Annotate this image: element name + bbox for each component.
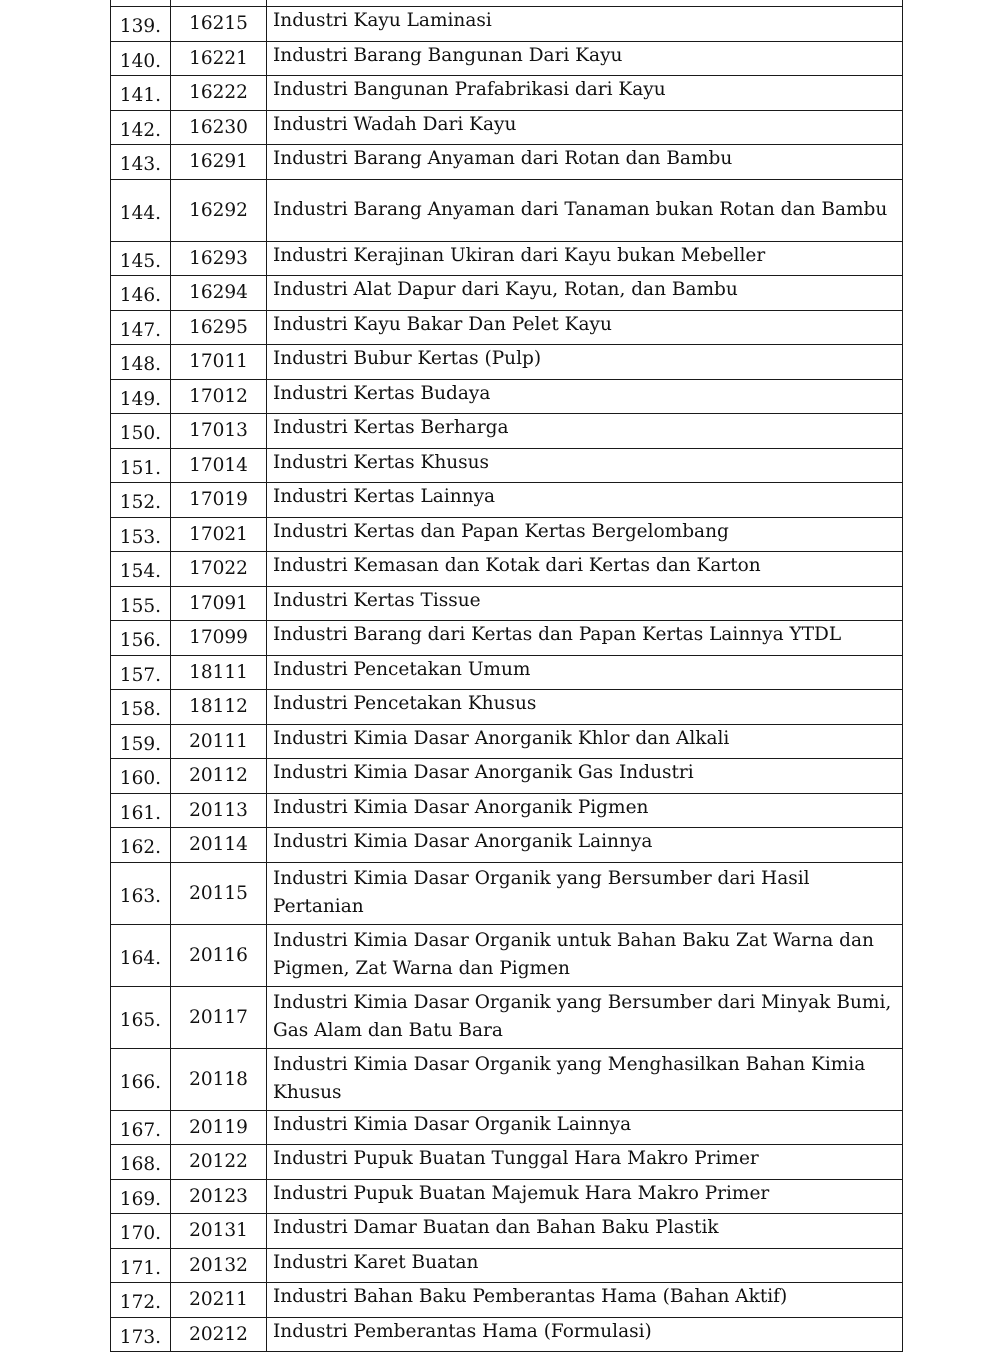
description-cell: Industri Kimia Dasar Organik Lainnya — [267, 1110, 903, 1145]
table-row — [111, 379, 903, 414]
table-row — [111, 276, 903, 311]
table-row — [111, 7, 903, 42]
table-row — [111, 145, 903, 180]
table-row — [111, 759, 903, 794]
row-number-cell: 145. — [111, 241, 171, 276]
row-number-cell: 140. — [111, 41, 171, 76]
table-row — [111, 862, 903, 924]
kbli-code-cell: 20132 — [171, 1248, 267, 1283]
kbli-code-cell: 16215 — [171, 7, 267, 42]
description-cell: Industri Kertas Budaya — [267, 379, 903, 414]
kbli-code-cell: 17014 — [171, 448, 267, 483]
row-number-cell: 147. — [111, 310, 171, 345]
row-number-cell: 144. — [111, 179, 171, 241]
table-row — [111, 1048, 903, 1110]
table-row — [111, 1248, 903, 1283]
row-number-cell: 165. — [111, 986, 171, 1048]
table-row — [111, 448, 903, 483]
kbli-code-cell: 17091 — [171, 586, 267, 621]
row-number-cell: 169. — [111, 1179, 171, 1214]
row-number-cell: 150. — [111, 414, 171, 449]
row-number-cell: 159. — [111, 724, 171, 759]
description-cell: Industri Bubur Kertas (Pulp) — [267, 345, 903, 380]
kbli-code-cell: 16292 — [171, 179, 267, 241]
row-number-cell: 146. — [111, 276, 171, 311]
kbli-code-cell: 20119 — [171, 1110, 267, 1145]
row-number-cell: 163. — [111, 862, 171, 924]
table-row — [111, 924, 903, 986]
table-row — [111, 310, 903, 345]
description-cell: Industri Kimia Dasar Organik yang Menghasilkan Bahan Kimia Khusus — [267, 1048, 903, 1110]
row-number-cell: 143. — [111, 145, 171, 180]
row-number-cell: 157. — [111, 655, 171, 690]
table-row — [111, 241, 903, 276]
table-row — [111, 552, 903, 587]
row-number-cell: 171. — [111, 1248, 171, 1283]
kbli-code-cell: 20117 — [171, 986, 267, 1048]
kbli-code-cell: 17013 — [171, 414, 267, 449]
table-body — [111, 0, 903, 1352]
description-cell: Industri Pemberantas Hama (Formulasi) — [267, 1317, 903, 1352]
table-row — [111, 345, 903, 380]
description-cell: Industri Pupuk Buatan Majemuk Hara Makro Primer — [267, 1179, 903, 1214]
table-row — [111, 586, 903, 621]
description-cell: Industri Barang dari Kertas dan Papan Kertas Lainnya YTDL — [267, 621, 903, 656]
table-row — [111, 1179, 903, 1214]
description-cell: Industri Bahan Baku Pemberantas Hama (Bahan Aktif) — [267, 1283, 903, 1318]
description-cell: Industri Kertas Tissue — [267, 586, 903, 621]
row-number-cell: 151. — [111, 448, 171, 483]
description-cell: Industri Kertas Khusus — [267, 448, 903, 483]
kbli-code-cell: 20123 — [171, 1179, 267, 1214]
kbli-code-cell: 16222 — [171, 76, 267, 111]
table-row — [111, 1110, 903, 1145]
kbli-code-cell: 16295 — [171, 310, 267, 345]
kbli-table — [110, 0, 903, 1352]
kbli-code-cell: 20114 — [171, 828, 267, 863]
description-cell: Industri Damar Buatan dan Bahan Baku Plastik — [267, 1214, 903, 1249]
kbli-code-cell: 16294 — [171, 276, 267, 311]
kbli-code-cell: 17099 — [171, 621, 267, 656]
table-row — [111, 828, 903, 863]
description-cell: Industri Kimia Dasar Organik yang Bersumber dari Minyak Bumi, Gas Alam dan Batu Bara — [267, 986, 903, 1048]
description-cell: Industri Kimia Dasar Anorganik Gas Industri — [267, 759, 903, 794]
description-cell: Industri Pupuk Buatan Tunggal Hara Makro Primer — [267, 1145, 903, 1180]
kbli-code-cell: 16291 — [171, 145, 267, 180]
kbli-code-cell: 20131 — [171, 1214, 267, 1249]
description-cell: Industri Kayu Bakar Dan Pelet Kayu — [267, 310, 903, 345]
kbli-code-cell: 17012 — [171, 379, 267, 414]
document-page — [110, 0, 902, 1352]
row-number-cell: 161. — [111, 793, 171, 828]
description-cell: Industri Kerajinan Ukiran dari Kayu bukan Mebeller — [267, 241, 903, 276]
row-number-cell: 154. — [111, 552, 171, 587]
row-number-cell: 173. — [111, 1317, 171, 1352]
kbli-code-cell: 20115 — [171, 862, 267, 924]
table-row — [111, 179, 903, 241]
table-row — [111, 986, 903, 1048]
kbli-code-cell: 20211 — [171, 1283, 267, 1318]
row-number-cell: 141. — [111, 76, 171, 111]
kbli-code-cell: 20116 — [171, 924, 267, 986]
row-number-cell: 167. — [111, 1110, 171, 1145]
table-row — [111, 483, 903, 518]
row-number-cell: 139. — [111, 7, 171, 42]
kbli-code-cell: 20111 — [171, 724, 267, 759]
description-cell: Industri Barang Anyaman dari Tanaman bukan Rotan dan Bambu — [267, 179, 903, 241]
description-cell: Industri Kimia Dasar Organik untuk Bahan Baku Zat Warna dan Pigmen, Zat Warna dan Pigmen — [267, 924, 903, 986]
description-cell: Industri Alat Dapur dari Kayu, Rotan, dan Bambu — [267, 276, 903, 311]
description-cell: Industri Pencetakan Khusus — [267, 690, 903, 725]
row-number-cell: 155. — [111, 586, 171, 621]
kbli-code-cell: 16230 — [171, 110, 267, 145]
row-number-cell: 168. — [111, 1145, 171, 1180]
description-cell: Industri Barang Bangunan Dari Kayu — [267, 41, 903, 76]
row-number-cell: 153. — [111, 517, 171, 552]
row-number-cell: 164. — [111, 924, 171, 986]
table-row — [111, 517, 903, 552]
row-number-cell: 152. — [111, 483, 171, 518]
description-cell: Industri Pencetakan Umum — [267, 655, 903, 690]
row-number-cell: 156. — [111, 621, 171, 656]
description-cell: Industri Kimia Dasar Organik yang Bersumber dari Hasil Pertanian — [267, 862, 903, 924]
row-number-cell: 158. — [111, 690, 171, 725]
description-cell: Industri Wadah Dari Kayu — [267, 110, 903, 145]
table-row — [111, 655, 903, 690]
table-row — [111, 1214, 903, 1249]
kbli-code-cell: 20113 — [171, 793, 267, 828]
table-row — [111, 414, 903, 449]
table-row — [111, 1145, 903, 1180]
table-row — [111, 1283, 903, 1318]
kbli-code-cell: 16293 — [171, 241, 267, 276]
kbli-code-cell: 17021 — [171, 517, 267, 552]
row-number-cell: 149. — [111, 379, 171, 414]
kbli-code-cell: 20212 — [171, 1317, 267, 1352]
description-cell: Industri Kimia Dasar Anorganik Lainnya — [267, 828, 903, 863]
description-cell: Industri Kayu Laminasi — [267, 7, 903, 42]
row-number-cell: 166. — [111, 1048, 171, 1110]
table-row — [111, 690, 903, 725]
table-row — [111, 621, 903, 656]
description-cell: Industri Karet Buatan — [267, 1248, 903, 1283]
row-number-cell: 142. — [111, 110, 171, 145]
row-number-cell: 172. — [111, 1283, 171, 1318]
row-number-cell: 148. — [111, 345, 171, 380]
row-number-cell: 170. — [111, 1214, 171, 1249]
row-number-cell: 162. — [111, 828, 171, 863]
kbli-code-cell: 20122 — [171, 1145, 267, 1180]
description-cell: Industri Kertas Berharga — [267, 414, 903, 449]
table-row — [111, 793, 903, 828]
kbli-code-cell: 18111 — [171, 655, 267, 690]
kbli-code-cell: 17019 — [171, 483, 267, 518]
description-cell: Industri Kemasan dan Kotak dari Kertas dan Karton — [267, 552, 903, 587]
description-cell: Industri Kimia Dasar Anorganik Pigmen — [267, 793, 903, 828]
kbli-code-cell: 18112 — [171, 690, 267, 725]
table-row — [111, 76, 903, 111]
kbli-code-cell: 17011 — [171, 345, 267, 380]
table-row — [111, 41, 903, 76]
description-cell: Industri Kimia Dasar Anorganik Khlor dan Alkali — [267, 724, 903, 759]
kbli-code-cell: 20112 — [171, 759, 267, 794]
table-row — [111, 724, 903, 759]
kbli-code-cell: 16221 — [171, 41, 267, 76]
kbli-code-cell: 17022 — [171, 552, 267, 587]
description-cell: Industri Barang Anyaman dari Rotan dan Bambu — [267, 145, 903, 180]
description-cell: Industri Kertas dan Papan Kertas Bergelombang — [267, 517, 903, 552]
kbli-code-cell: 20118 — [171, 1048, 267, 1110]
row-number-cell: 160. — [111, 759, 171, 794]
description-cell: Industri Kertas Lainnya — [267, 483, 903, 518]
table-row — [111, 1317, 903, 1352]
description-cell: Industri Bangunan Prafabrikasi dari Kayu — [267, 76, 903, 111]
table-row — [111, 110, 903, 145]
